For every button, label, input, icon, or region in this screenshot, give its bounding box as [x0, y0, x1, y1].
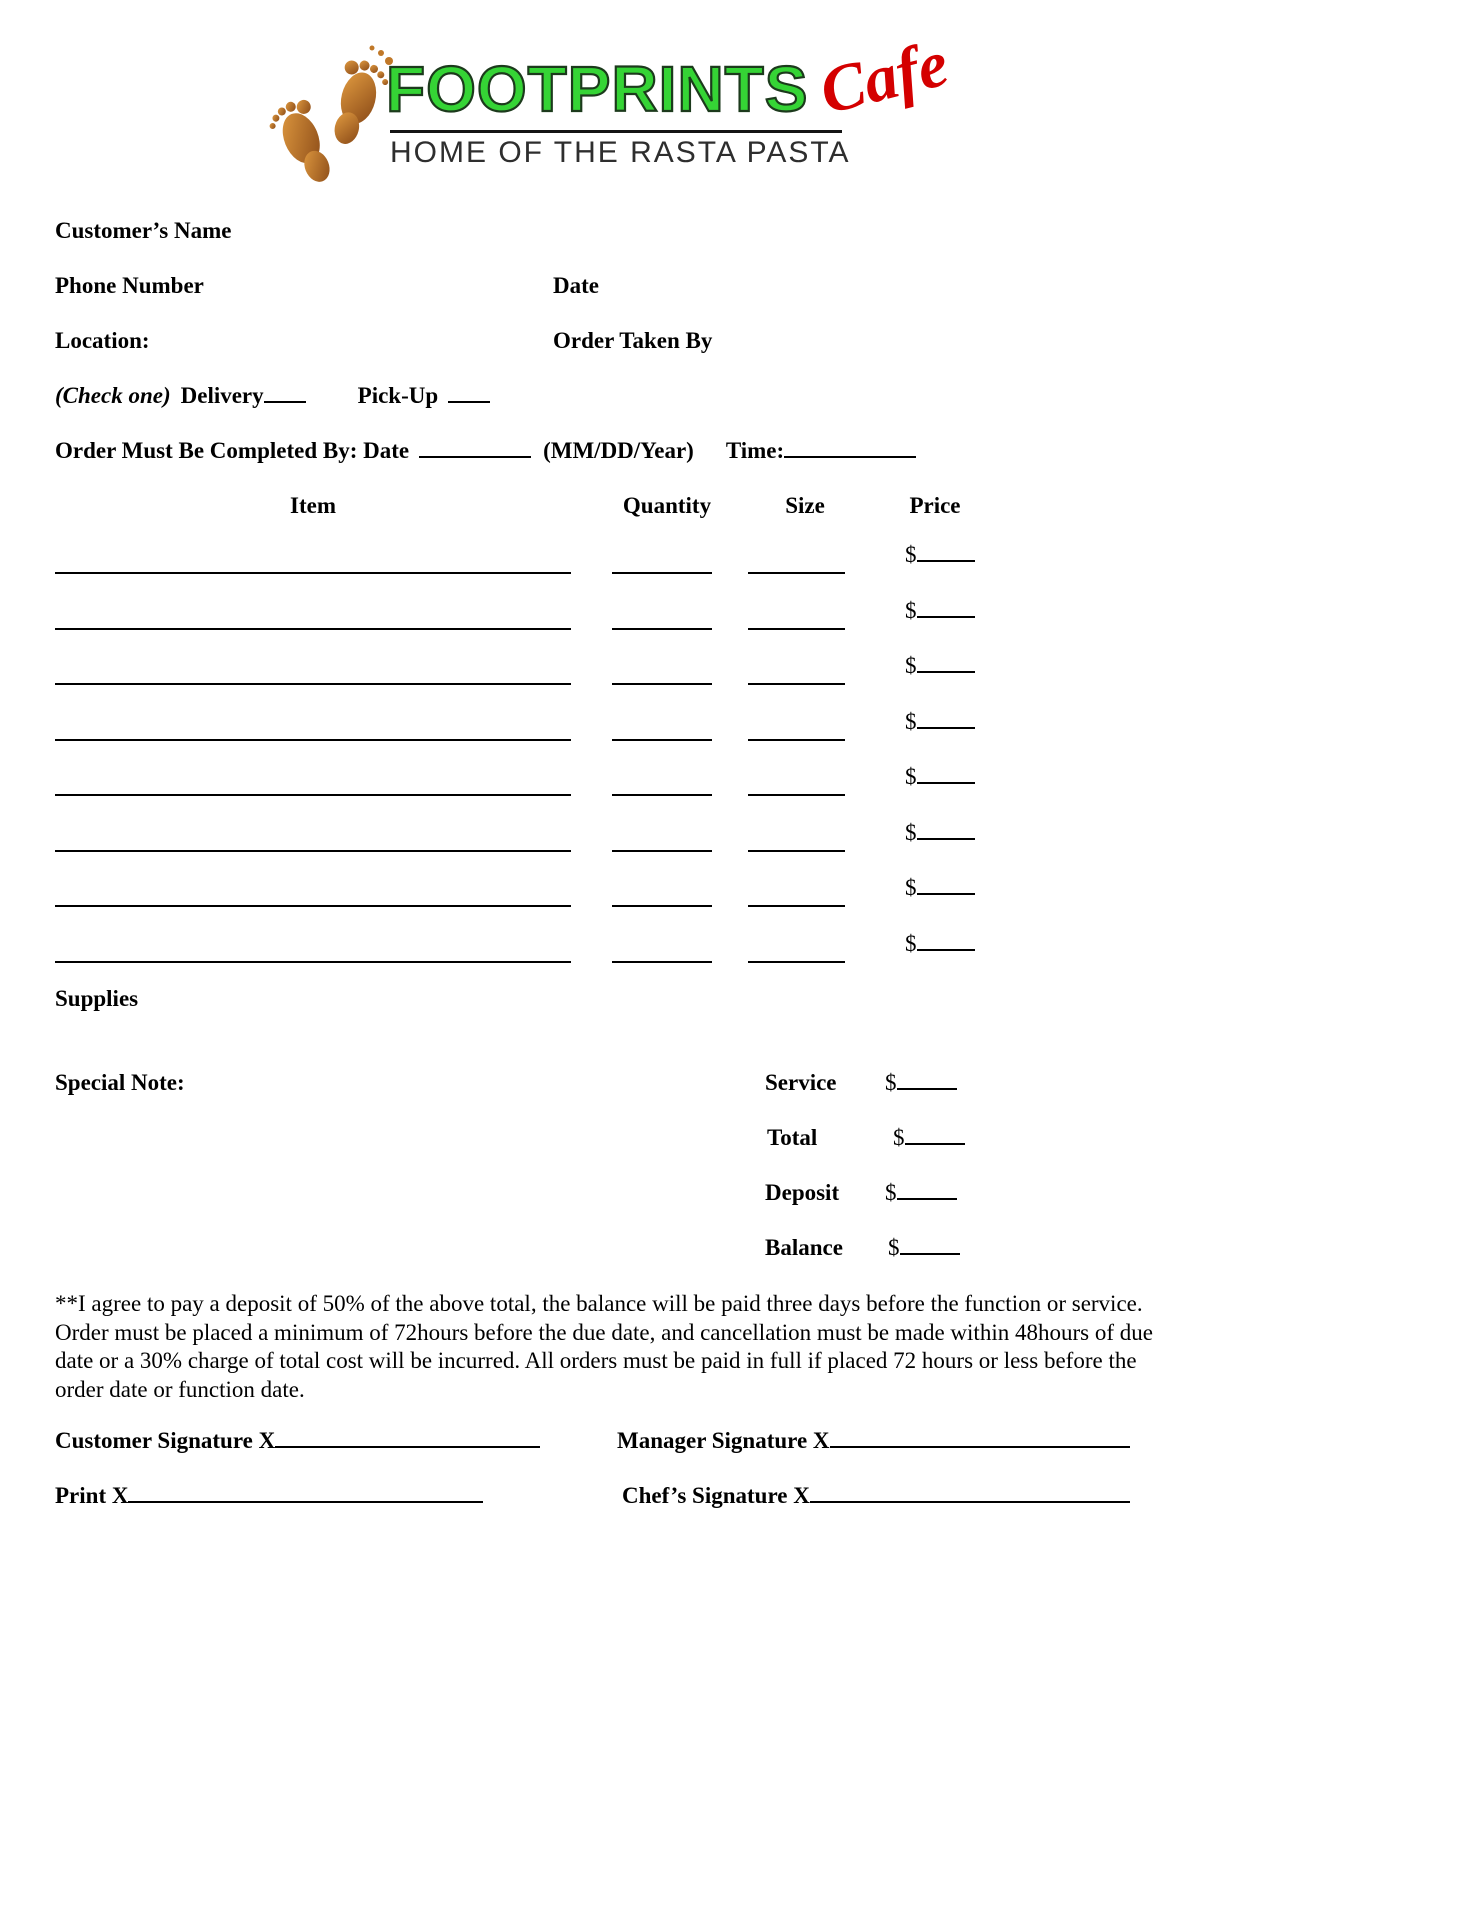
check-one-label: (Check one): [55, 383, 171, 408]
size-field[interactable]: [748, 628, 845, 630]
due-date-field[interactable]: [419, 440, 531, 458]
price-cell: [905, 875, 975, 901]
item-field[interactable]: [55, 905, 571, 907]
table-row: [0, 919, 1484, 975]
date-label: Date: [553, 273, 599, 298]
quantity-field[interactable]: [612, 683, 712, 685]
deposit-field[interactable]: [897, 1182, 957, 1200]
deposit-amount: [885, 1180, 957, 1206]
order-taken-by-row: [553, 328, 712, 354]
balance-amount: [888, 1235, 960, 1261]
customer-signature-field[interactable]: [275, 1430, 540, 1448]
terms-text: **I agree to pay a deposit of 50% of the above total, the balance will be paid three days before the function or service. Order must be placed a minimum of 72hours before the due date, and cancellation must be made within 48hours of due date or a 30% charge of total cost will be incurred. All orders must be paid in full if placed 72 hours or less before the order date or function date.: [55, 1291, 1153, 1402]
logo-title: FOOTPRINTS: [386, 53, 809, 125]
service-amount: [885, 1070, 957, 1096]
price-cell: [905, 764, 975, 790]
customer-signature-row: [55, 1428, 540, 1454]
logo-cafe-script: Cafe: [812, 26, 956, 129]
date-format-label: (MM/DD/Year): [543, 438, 694, 463]
supplies-row: [55, 986, 138, 1012]
item-field[interactable]: [55, 572, 571, 574]
currency-symbol: $: [905, 764, 917, 789]
logo-tagline: HOME OF THE RASTA PASTA: [390, 136, 851, 169]
manager-signature-field[interactable]: [830, 1430, 1130, 1448]
balance-field[interactable]: [900, 1237, 960, 1255]
special-note-label: Special Note:: [55, 1070, 185, 1095]
deposit-row: [765, 1180, 839, 1206]
table-row: [0, 863, 1484, 919]
manager-signature-row: [617, 1428, 1130, 1454]
size-field[interactable]: [748, 961, 845, 963]
price-cell: [905, 931, 975, 957]
pickup-check-field[interactable]: [448, 385, 490, 403]
price-header: Price: [909, 493, 961, 518]
quantity-field[interactable]: [612, 739, 712, 741]
quantity-field[interactable]: [612, 628, 712, 630]
phone-row: [55, 273, 204, 299]
price-field[interactable]: [917, 820, 975, 840]
price-cell: [905, 598, 975, 624]
quantity-field[interactable]: [612, 905, 712, 907]
total-label: Total: [767, 1125, 818, 1150]
check-one-row: [55, 383, 490, 409]
table-row: [0, 530, 1484, 586]
quantity-field[interactable]: [612, 961, 712, 963]
customer-name-row: [55, 218, 232, 244]
print-name-label: Print X: [55, 1483, 129, 1508]
chef-signature-row: [622, 1483, 1130, 1509]
size-field[interactable]: [748, 572, 845, 574]
currency-symbol: $: [905, 597, 917, 623]
price-field[interactable]: [917, 764, 975, 784]
print-name-field[interactable]: [128, 1485, 483, 1503]
size-field[interactable]: [748, 850, 845, 852]
quantity-field[interactable]: [612, 850, 712, 852]
delivery-label: Delivery: [180, 383, 264, 408]
table-row: [0, 808, 1484, 864]
chef-signature-label: Chef’s Signature X: [622, 1483, 810, 1508]
deposit-label: Deposit: [765, 1180, 840, 1205]
price-cell: [905, 542, 975, 568]
total-amount: [893, 1125, 965, 1151]
logo-underline: [390, 130, 842, 133]
currency-symbol: $: [905, 930, 917, 956]
item-field[interactable]: [55, 739, 571, 741]
balance-row: [765, 1235, 843, 1261]
table-row: [0, 697, 1484, 753]
customer-signature-label: Customer Signature X: [55, 1428, 276, 1453]
time-label: Time:: [725, 438, 785, 463]
size-field[interactable]: [748, 905, 845, 907]
currency-symbol: $: [905, 819, 917, 845]
table-row: [0, 641, 1484, 697]
price-field[interactable]: [917, 875, 975, 895]
service-label: Service: [765, 1070, 837, 1095]
service-field[interactable]: [897, 1072, 957, 1090]
supplies-label: Supplies: [55, 986, 139, 1011]
item-rows: [0, 530, 1484, 974]
item-field[interactable]: [55, 794, 571, 796]
price-field[interactable]: [917, 931, 975, 951]
table-row: [0, 586, 1484, 642]
special-note-row: [55, 1070, 185, 1096]
item-field[interactable]: [55, 628, 571, 630]
item-header: Item: [290, 493, 336, 518]
balance-label: Balance: [765, 1235, 843, 1260]
table-row: [0, 752, 1484, 808]
total-row: [767, 1125, 817, 1151]
price-field[interactable]: [917, 598, 975, 618]
total-field[interactable]: [905, 1127, 965, 1145]
size-field[interactable]: [748, 739, 845, 741]
currency-symbol: $: [905, 708, 917, 734]
location-row: [55, 328, 150, 354]
price-field[interactable]: [917, 542, 975, 562]
price-field[interactable]: [917, 653, 975, 673]
currency-symbol: $: [905, 542, 917, 567]
quantity-field[interactable]: [612, 794, 712, 796]
item-field[interactable]: [55, 683, 571, 685]
service-row: [765, 1070, 837, 1096]
pickup-label: Pick-Up: [357, 383, 439, 408]
item-field[interactable]: [55, 850, 571, 852]
footprints-icon: [268, 40, 398, 200]
due-time-field[interactable]: [784, 440, 916, 458]
completed-by-label: Order Must Be Completed By: Date: [55, 438, 410, 463]
order-taken-by-label: Order Taken By: [553, 328, 713, 353]
quantity-header: Quantity: [622, 493, 712, 518]
print-name-row: [55, 1483, 483, 1509]
price-cell: [905, 709, 975, 735]
currency-symbol: $: [885, 1070, 897, 1095]
item-field[interactable]: [55, 961, 571, 963]
price-cell: [905, 820, 975, 846]
size-field[interactable]: [748, 794, 845, 796]
currency-symbol: $: [905, 875, 917, 900]
delivery-check-field[interactable]: [264, 385, 306, 403]
completion-row: [55, 438, 916, 464]
date-row: [553, 273, 599, 299]
size-field[interactable]: [748, 683, 845, 685]
customer-name-label: Customer’s Name: [55, 218, 232, 243]
size-header: Size: [785, 493, 825, 518]
phone-label: Phone Number: [55, 273, 204, 298]
currency-symbol: $: [893, 1125, 905, 1150]
logo: [268, 26, 998, 205]
price-field[interactable]: [917, 709, 975, 729]
currency-symbol: $: [885, 1180, 897, 1205]
price-cell: [905, 653, 975, 679]
table-header: [0, 493, 1484, 523]
currency-symbol: $: [888, 1235, 900, 1260]
quantity-field[interactable]: [612, 572, 712, 574]
location-label: Location:: [55, 328, 150, 353]
chef-signature-field[interactable]: [810, 1485, 1130, 1503]
manager-signature-label: Manager Signature X: [617, 1428, 830, 1453]
currency-symbol: $: [905, 653, 917, 678]
